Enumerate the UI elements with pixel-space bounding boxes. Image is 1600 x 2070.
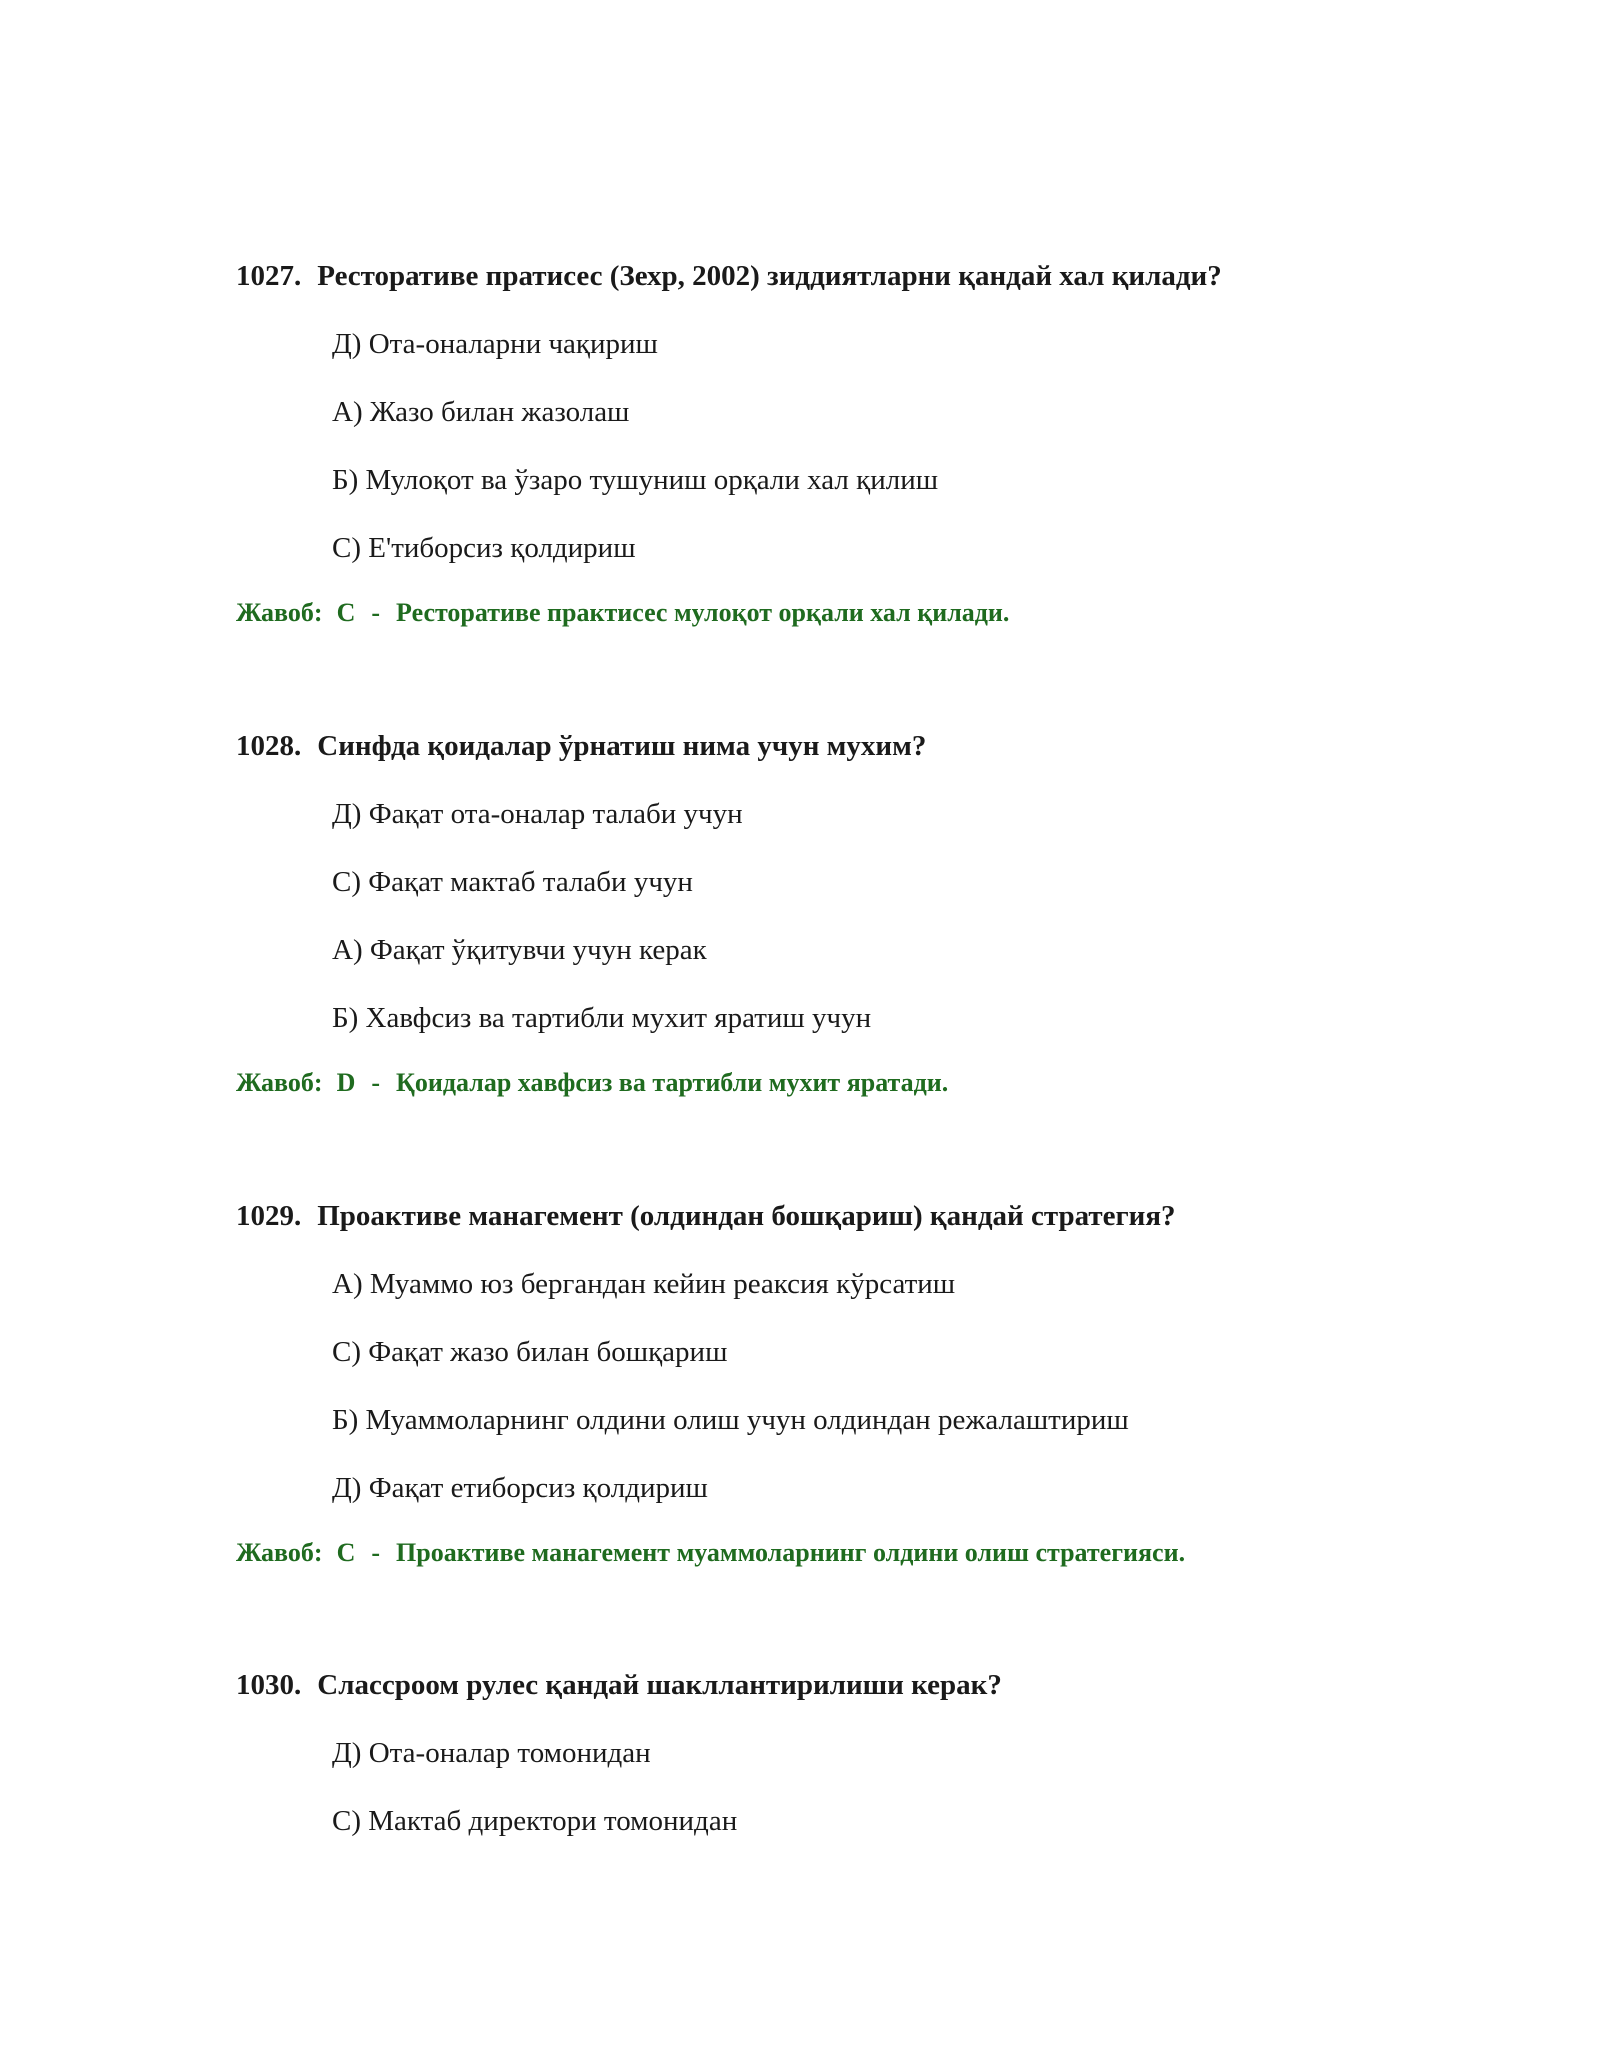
answer-text: Ресторативе практисес мулоқот орқали хал қилади.	[396, 598, 1010, 627]
question-title	[236, 1668, 1436, 1702]
answer-letter: D	[336, 1068, 356, 1097]
option-a: А) Фақат ўқитувчи учун керак	[332, 934, 707, 966]
option-c: С) Е'тиборсиз қолдириш	[332, 532, 636, 564]
question-1029	[236, 1199, 1436, 1569]
question-number: 1027.	[236, 260, 302, 292]
question-text: Проактиве манагемент (олдиндан бошқариш) қандай стратегия?	[317, 1200, 1176, 1232]
question-1027	[236, 259, 1436, 629]
question-1028	[236, 729, 1436, 1099]
option-b: Б) Мулоқот ва ўзаро тушуниш орқали хал қилиш	[332, 464, 939, 496]
answer-letter: C	[336, 1538, 356, 1567]
question-number: 1029.	[236, 1200, 302, 1232]
answer-dash: -	[371, 1538, 381, 1567]
answer-label: Жавоб:	[236, 598, 323, 627]
option-c: С) Мактаб директори томонидан	[332, 1805, 738, 1837]
answer-letter: C	[336, 598, 356, 627]
question-text: Ресторативе пратисес (Зехр, 2002) зиддиятларни қандай хал қилади?	[317, 260, 1222, 292]
option-d: Д) Ота-оналар томонидан	[332, 1737, 651, 1769]
answer-label: Жавоб:	[236, 1538, 323, 1567]
answer-line	[236, 597, 1436, 629]
question-title	[236, 1199, 1436, 1233]
question-title	[236, 729, 1436, 763]
answer-text: Проактиве манагемент муаммоларнинг олдини олиш стратегияси.	[396, 1538, 1186, 1567]
question-text: Синфда қоидалар ўрнатиш нима учун мухим?	[317, 730, 927, 762]
option-d: Д) Фақат ота-оналар талаби учун	[332, 798, 743, 830]
answer-label: Жавоб:	[236, 1068, 323, 1097]
question-number: 1030.	[236, 1669, 302, 1701]
option-c: С) Фақат мактаб талаби учун	[332, 866, 693, 898]
option-d: Д) Ота-оналарни чақириш	[332, 328, 658, 360]
option-b: Б) Хавфсиз ва тартибли мухит яратиш учун	[332, 1002, 872, 1034]
answer-line	[236, 1067, 1436, 1099]
question-title	[236, 259, 1436, 293]
option-d: Д) Фақат етиборсиз қолдириш	[332, 1472, 708, 1504]
option-c: С) Фақат жазо билан бошқариш	[332, 1336, 728, 1368]
answer-dash: -	[371, 598, 381, 627]
answer-line	[236, 1537, 1436, 1569]
question-1030	[236, 1668, 1436, 1838]
question-text: Слассроом рулес қандай шакллантирилиши керак?	[317, 1669, 1002, 1701]
option-a: А) Жазо билан жазолаш	[332, 396, 630, 428]
question-number: 1028.	[236, 730, 302, 762]
answer-dash: -	[371, 1068, 381, 1097]
option-b: Б) Муаммоларнинг олдини олиш учун олдиндан режалаштириш	[332, 1404, 1129, 1436]
answer-text: Қоидалар хавфсиз ва тартибли мухит яратади.	[396, 1068, 949, 1097]
option-a: А) Муаммо юз бергандан кейин реаксия кўрсатиш	[332, 1268, 956, 1300]
